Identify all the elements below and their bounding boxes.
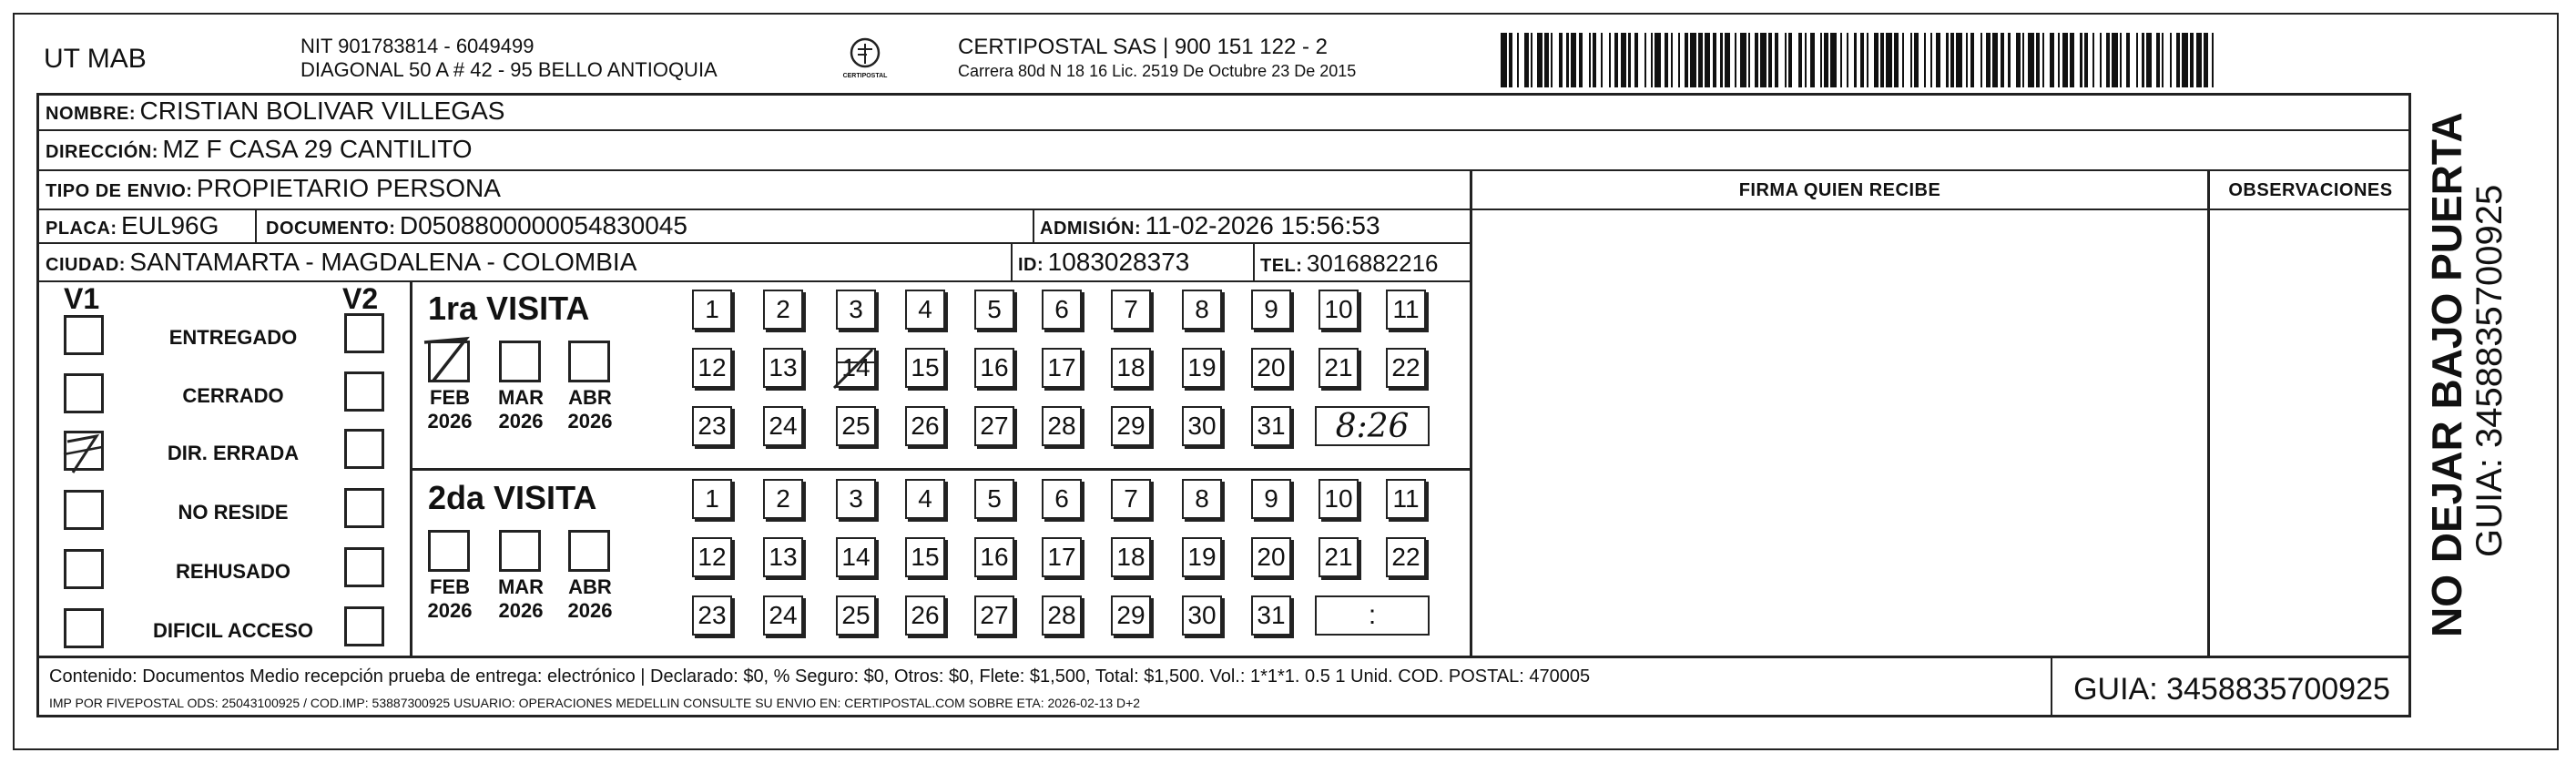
barcode-gap — [2074, 33, 2081, 87]
day-box-2[interactable]: 2 — [763, 290, 803, 330]
day-box-25[interactable]: 25 — [836, 595, 876, 636]
day-box-5[interactable]: 5 — [974, 479, 1014, 519]
status-label: ENTREGADO — [168, 326, 298, 349]
day-box-19[interactable]: 19 — [1182, 537, 1222, 577]
barcode-bar — [2182, 33, 2188, 87]
day-box-18[interactable]: 18 — [1111, 537, 1151, 577]
month-name: ABR — [568, 386, 612, 409]
day-box-5[interactable]: 5 — [974, 290, 1014, 330]
first-visit-time[interactable]: 8:26 — [1315, 406, 1430, 446]
side-warning: NO DEJAR BAJO PUERTA — [2423, 112, 2470, 637]
v1-checkbox[interactable] — [64, 373, 104, 413]
footer-content: Contenido: Documentos Medio recepción prueba de entrega: electrónico | Declarado: $0, % Seguro: $0, Otros: $0, Flete: $1,500, Total: $1,500. Vol.: 1*1*1. 0.5 1 Unid. COD. POSTAL: 470005 — [49, 666, 1591, 687]
day-box-31[interactable]: 31 — [1251, 595, 1291, 636]
v2-checkbox[interactable] — [344, 488, 384, 528]
day-box-13[interactable]: 13 — [763, 537, 803, 577]
day-box-30[interactable]: 30 — [1182, 595, 1222, 636]
certipostal-logo-icon — [838, 35, 892, 89]
day-box-17[interactable]: 17 — [1042, 537, 1082, 577]
day-box-8[interactable]: 8 — [1182, 479, 1222, 519]
month-year: 2026 — [498, 599, 544, 622]
month-label — [421, 575, 479, 623]
barcode-gap — [1815, 33, 1821, 87]
day-box-1[interactable]: 1 — [692, 479, 732, 519]
v2-checkbox[interactable] — [344, 313, 384, 353]
status-label: CERRADO — [182, 384, 284, 407]
nombre-row — [46, 97, 504, 126]
barcode-gap — [2214, 33, 2215, 87]
day-box-7[interactable]: 7 — [1111, 290, 1151, 330]
month-year: 2026 — [567, 410, 613, 432]
day-box-23[interactable]: 23 — [692, 406, 732, 446]
day-box-12[interactable]: 12 — [692, 537, 732, 577]
month-name: FEB — [430, 386, 470, 409]
logo-text: CERTIPOSTAL — [842, 73, 888, 79]
footer-imp: IMP POR FIVEPOSTAL ODS: 25043100925 / COD.IMP: 53887300925 USUARIO: OPERACIONES MEDELLIN CONSULTE SU ENVIO EN: CERTIPOSTAL.COM SOBRE ETA: 2026-02-13 D+2 — [49, 696, 1141, 710]
day-box-6[interactable]: 6 — [1042, 479, 1082, 519]
barcode-gap — [2094, 33, 2101, 87]
month-checkbox-feb[interactable] — [428, 341, 470, 382]
day-box-11[interactable]: 11 — [1386, 290, 1426, 330]
v1-checkbox[interactable] — [64, 315, 104, 355]
day-box-19[interactable]: 19 — [1182, 348, 1222, 388]
second-visit-title: 2da VISITA — [428, 479, 597, 516]
placa-label: PLACA: — [46, 219, 117, 239]
day-box-20[interactable]: 20 — [1251, 348, 1291, 388]
barcode-gap — [2130, 33, 2136, 87]
status-label: REHUSADO — [176, 560, 290, 583]
barcode — [1501, 33, 2216, 87]
day-box-29[interactable]: 29 — [1111, 406, 1151, 446]
day-box-28[interactable]: 28 — [1042, 595, 1082, 636]
day-box-21[interactable]: 21 — [1319, 348, 1359, 388]
day-box-26[interactable]: 26 — [905, 595, 945, 636]
documento-label: DOCUMENTO: — [266, 219, 396, 239]
status-label: DIFICIL ACCESO — [152, 619, 313, 642]
barcode-bar — [2112, 33, 2118, 87]
barcode-gap — [2164, 33, 2170, 87]
month-checkbox-feb[interactable] — [428, 530, 470, 572]
day-box-24[interactable]: 24 — [763, 406, 803, 446]
month-label — [421, 386, 479, 433]
barcode-bar — [1992, 33, 1999, 87]
v1-checkbox[interactable] — [64, 431, 104, 471]
barcode-gap — [1638, 33, 1644, 87]
ciudad-row — [46, 248, 636, 277]
barcode-gap — [1848, 33, 1855, 87]
firma-header: FIRMA QUIEN RECIBE — [1738, 180, 1941, 200]
barcode-gap — [1778, 33, 1785, 87]
direccion-label: DIRECCIÓN: — [46, 142, 158, 162]
day-box-27[interactable]: 27 — [974, 406, 1014, 446]
v1-label: V1 — [64, 282, 100, 315]
day-box-22[interactable]: 22 — [1386, 537, 1426, 577]
id-row — [1018, 248, 1189, 277]
day-box-24[interactable]: 24 — [763, 595, 803, 636]
day-box-23[interactable]: 23 — [692, 595, 732, 636]
footer-guia: GUIA: 3458835700925 — [2073, 672, 2390, 707]
v2-label: V2 — [342, 282, 379, 315]
v2-checkbox[interactable] — [344, 606, 384, 646]
barcode-bar — [1740, 33, 1746, 87]
day-box-10[interactable]: 10 — [1319, 479, 1359, 519]
barcode-gap — [1673, 33, 1679, 87]
day-box-3[interactable]: 3 — [836, 290, 876, 330]
day-box-31[interactable]: 31 — [1251, 406, 1291, 446]
barcode-gap — [1603, 33, 1609, 87]
month-name: FEB — [430, 575, 470, 598]
tipo-row — [46, 174, 501, 203]
barcode-bar — [1655, 33, 1661, 87]
month-checkbox-mar[interactable] — [499, 341, 541, 382]
month-label — [492, 575, 550, 623]
barcode-gap — [1792, 33, 1798, 87]
day-box-22[interactable]: 22 — [1386, 348, 1426, 388]
barcode-bar — [1501, 33, 1507, 87]
barcode-bar — [1621, 33, 1627, 87]
day-box-15[interactable]: 15 — [905, 348, 945, 388]
observaciones-header: OBSERVACIONES — [2228, 180, 2393, 200]
day-box-26[interactable]: 26 — [905, 406, 945, 446]
day-box-8[interactable]: 8 — [1182, 290, 1222, 330]
day-box-4[interactable]: 4 — [905, 479, 945, 519]
ciudad-label: CIUDAD: — [46, 255, 126, 275]
v1-checkbox[interactable] — [64, 490, 104, 530]
barcode-bar — [1571, 33, 1577, 87]
barcode-gap — [1919, 33, 1925, 87]
barcode-gap — [1553, 33, 1559, 87]
day-box-14[interactable]: 14 — [836, 537, 876, 577]
nombre-label: NOMBRE: — [46, 104, 137, 124]
day-box-29[interactable]: 29 — [1111, 595, 1151, 636]
barcode-bar — [2196, 33, 2203, 87]
v2-checkbox[interactable] — [344, 547, 384, 587]
barcode-bar — [1886, 33, 1892, 87]
day-box-1[interactable]: 1 — [692, 290, 732, 330]
courier-name: CERTIPOSTAL SAS | 900 151 122 - 2 — [958, 35, 1328, 59]
barcode-gap — [2044, 33, 2051, 87]
ciudad-value: SANTAMARTA - MAGDALENA - COLOMBIA — [129, 248, 637, 276]
barcode-bar — [1760, 33, 1767, 87]
month-label — [561, 575, 619, 623]
v1-checkbox[interactable] — [64, 549, 104, 589]
admision-label: ADMISIÓN: — [1040, 219, 1142, 239]
barcode-gap — [1904, 33, 1910, 87]
month-year: 2026 — [427, 410, 473, 432]
tipo-label: TIPO DE ENVIO: — [46, 181, 193, 201]
v2-checkbox[interactable] — [344, 371, 384, 412]
barcode-gap — [1519, 33, 1525, 87]
month-checkbox-mar[interactable] — [499, 530, 541, 572]
direccion-row — [46, 135, 473, 164]
day-box-18[interactable]: 18 — [1111, 348, 1151, 388]
courier-license: Carrera 80d N 18 16 Lic. 2519 De Octubre 23 De 2015 — [958, 62, 1357, 80]
tel-label: TEL: — [1260, 256, 1303, 276]
placa-row — [46, 211, 219, 240]
day-box-2[interactable]: 2 — [763, 479, 803, 519]
barcode-bar — [1725, 33, 1731, 87]
first-visit-title: 1ra VISITA — [428, 290, 590, 327]
day-box-11[interactable]: 11 — [1386, 479, 1426, 519]
documento-value: D0508800000054830045 — [399, 211, 687, 239]
sender-address: DIAGONAL 50 A # 42 - 95 BELLO ANTIOQUIA — [300, 58, 718, 81]
day-box-25[interactable]: 25 — [836, 406, 876, 446]
barcode-bar — [2146, 33, 2153, 87]
company-name: UT MAB — [44, 44, 147, 74]
barcode-bar — [1537, 33, 1543, 87]
barcode-gap — [2011, 33, 2017, 87]
month-name: MAR — [497, 575, 545, 598]
v1-checkbox[interactable] — [64, 608, 104, 648]
day-box-3[interactable]: 3 — [836, 479, 876, 519]
month-name: MAR — [497, 386, 545, 409]
month-label — [492, 386, 550, 433]
day-box-7[interactable]: 7 — [1111, 479, 1151, 519]
day-box-17[interactable]: 17 — [1042, 348, 1082, 388]
status-label: NO RESIDE — [178, 501, 289, 524]
id-value: 1083028373 — [1047, 248, 1190, 276]
day-box-14[interactable]: 14 — [836, 348, 876, 388]
month-year: 2026 — [567, 599, 613, 622]
tel-row — [1260, 249, 1439, 278]
day-box-20[interactable]: 20 — [1251, 537, 1291, 577]
day-box-15[interactable]: 15 — [905, 537, 945, 577]
day-box-6[interactable]: 6 — [1042, 290, 1082, 330]
id-label: ID: — [1018, 255, 1044, 275]
placa-value: EUL96G — [121, 211, 219, 239]
side-guia: GUIA: 3458835700925 — [2469, 184, 2510, 557]
barcode-gap — [1940, 33, 1947, 87]
month-name: ABR — [568, 575, 612, 598]
second-visit-time[interactable]: : — [1315, 595, 1430, 636]
month-label — [561, 386, 619, 433]
tel-value: 3016882216 — [1306, 249, 1439, 277]
day-box-27[interactable]: 27 — [974, 595, 1014, 636]
barcode-gap — [1974, 33, 1980, 87]
status-label: DIR. ERRADA — [167, 442, 300, 464]
day-box-28[interactable]: 28 — [1042, 406, 1082, 446]
admision-value: 11-02-2026 15:56:53 — [1145, 211, 1380, 239]
barcode-bar — [1830, 33, 1837, 87]
month-year: 2026 — [498, 410, 544, 432]
admision-row — [1040, 211, 1380, 240]
month-checkbox-abr[interactable] — [568, 530, 610, 572]
v2-checkbox[interactable] — [344, 429, 384, 469]
nombre-value: CRISTIAN BOLIVAR VILLEGAS — [139, 97, 505, 125]
day-box-16[interactable]: 16 — [974, 348, 1014, 388]
barcode-gap — [1583, 33, 1589, 87]
barcode-bar — [2062, 33, 2069, 87]
barcode-bar — [1956, 33, 1962, 87]
day-box-9[interactable]: 9 — [1251, 479, 1291, 519]
day-box-4[interactable]: 4 — [905, 290, 945, 330]
barcode-bar — [1690, 33, 1696, 87]
direccion-value: MZ F CASA 29 CANTILITO — [162, 135, 473, 163]
day-box-16[interactable]: 16 — [974, 537, 1014, 577]
nit-text: NIT 901783814 - 6049499 — [300, 35, 535, 57]
documento-row — [266, 211, 687, 240]
day-box-13[interactable]: 13 — [763, 348, 803, 388]
month-checkbox-abr[interactable] — [568, 341, 610, 382]
barcode-bar — [1705, 33, 1711, 87]
day-box-21[interactable]: 21 — [1319, 537, 1359, 577]
tipo-value: PROPIETARIO PERSONA — [196, 174, 501, 202]
barcode-gap — [1868, 33, 1875, 87]
day-box-30[interactable]: 30 — [1182, 406, 1222, 446]
barcode-bar — [2028, 33, 2034, 87]
day-box-9[interactable]: 9 — [1251, 290, 1291, 330]
day-box-10[interactable]: 10 — [1319, 290, 1359, 330]
day-box-12[interactable]: 12 — [692, 348, 732, 388]
month-year: 2026 — [427, 599, 473, 622]
